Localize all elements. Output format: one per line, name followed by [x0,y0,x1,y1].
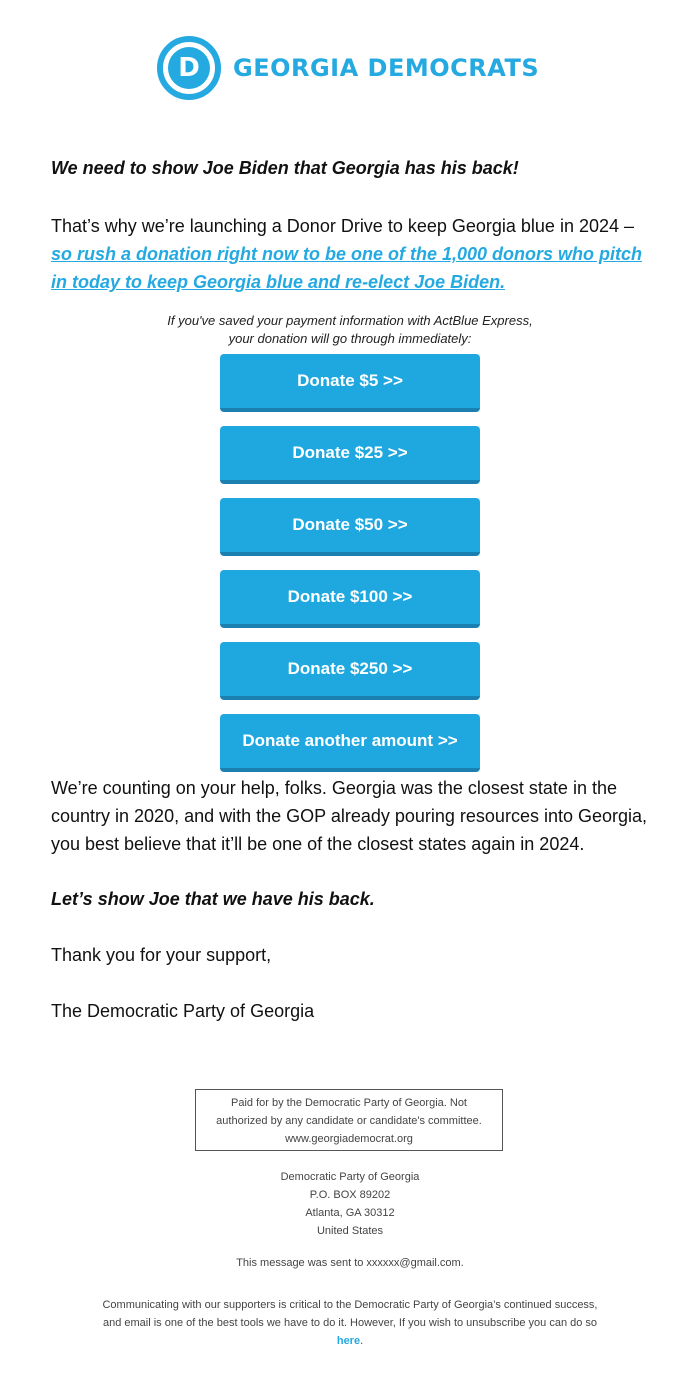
signature: The Democratic Party of Georgia [51,1001,315,1021]
donate-50-button[interactable]: Donate $50 >> [220,498,480,556]
unsubscribe-notice [95,1296,605,1350]
intro-text: That’s why we’re launching a Donor Drive to keep Georgia blue in 2024 – [51,216,635,236]
body-paragraph: We’re counting on your help, folks. Georgia was the closest state in the country in 2020, and with the GOP already pouring resources into Georgia, you best believe that it’ll be one of the closest states again in 2024. [51,778,648,854]
disclaimer-line2: authorized by any candidate or candidate's committee. [216,1115,482,1127]
disclaimer-website: www.georgiademocrat.org [285,1133,413,1145]
thanks-line: Thank you for your support, [51,945,272,965]
donate-25-button[interactable]: Donate $25 >> [220,426,480,484]
unsubscribe-link[interactable]: here [336,1335,361,1347]
logo-text: GEORGIA DEMOCRATS [233,54,540,82]
address-line: Democratic Party of Georgia [280,1171,420,1183]
georgia-democrats-logo[interactable] [157,36,539,100]
donate-100-button[interactable]: Donate $100 >> [220,570,480,628]
donate-5-button[interactable]: Donate $5 >> [220,354,480,412]
intro-paragraph [51,212,651,296]
address-line: P.O. BOX 89202 [309,1189,391,1201]
actblue-note-line1: If you've saved your payment information with ActBlue Express, [167,313,533,328]
unsubscribe-text: Communicating with our supporters is critical to the Democratic Party of Georgia’s continued success, and email is one of the best tools we have to do it. However, If you wish to unsubscribe you can do so [102,1299,598,1329]
donate-other-amount-button[interactable]: Donate another amount >> [220,714,480,772]
donate-250-button[interactable]: Donate $250 >> [220,642,480,700]
logo-d-letter: D [168,47,210,89]
sent-to-notice: This message was sent to xxxxxx@gmail.com. [236,1257,464,1269]
disclaimer-line1: Paid for by the Democratic Party of Georgia. Not [231,1097,467,1109]
address-line: Atlanta, GA 30312 [305,1207,395,1219]
actblue-note-line2: your donation will go through immediately: [228,331,472,346]
logo-d-icon [157,36,221,100]
unsubscribe-end: . [360,1335,364,1347]
donate-buttons [220,354,480,786]
closing-line: Let’s show Joe that we have his back. [51,889,375,909]
donate-link[interactable]: so rush a donation right now to be one of the 1,000 donors who pitch in today to keep Georgia blue and re-elect Joe Biden. [51,244,643,292]
address-line: United States [316,1225,384,1237]
actblue-note [100,312,600,348]
headline: We need to show Joe Biden that Georgia has his back! [51,158,519,178]
mailing-address [150,1168,550,1240]
paid-for-disclaimer [195,1089,503,1151]
